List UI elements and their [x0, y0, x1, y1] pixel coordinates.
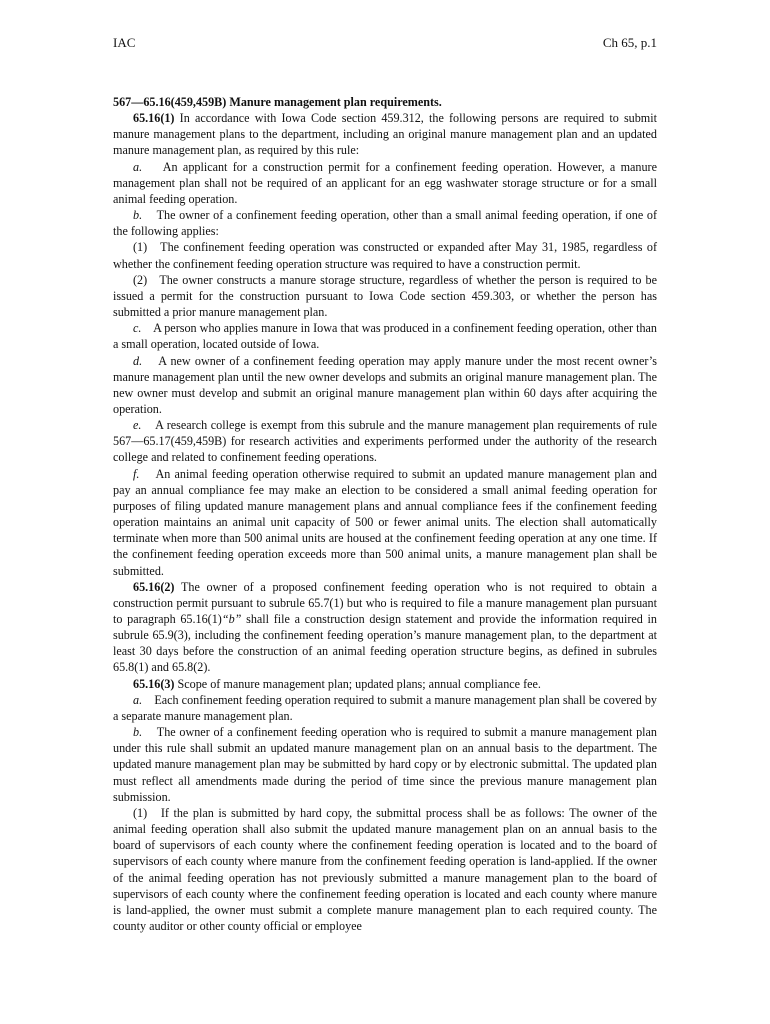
subrule-number: 65.16(3) — [133, 676, 175, 691]
paragraph-label: (1) — [133, 805, 148, 820]
paragraph-a: a. An applicant for a construction permit for a confinement feeding operation. However, a manure management plan shall not be required of an applicant for an egg washwater storage structure or for a small animal feeding operation. — [113, 159, 657, 206]
paragraph-e: e. A research college is exempt from this subrule and the manure management plan requirements of rule 567—65.17(459,459B) for research activities and experiments performed under the authority of the research college and related to confinement feeding operations. — [113, 418, 657, 465]
running-header-left: IAC — [113, 35, 136, 50]
rule-number: 567—65.16(459,459B) — [113, 95, 227, 109]
rule-title: Manure management plan requirements. — [229, 95, 442, 109]
paragraph-label: c. — [133, 321, 142, 336]
paragraph-b: b. The owner of a confinement feeding operation who is required to submit a manure management plan under this rule shall submit an updated manure management plan on an annual basis to the department. The updated manure management plan may be submitted by hard copy or by electronic submittal. The updated plan must reflect all amendments made during the period of time since the previous manure management plan submission. — [113, 725, 657, 804]
paragraph-c: c. A person who applies manure in Iowa that was produced in a confinement feeding operation, other than a small operation, located outside of Iowa. — [113, 321, 657, 352]
subrule-65-16-1: 65.16(1) In accordance with Iowa Code section 459.312, the following persons are required to submit manure management plans to the department, including an original manure management plan and an updated manure management plan, as required by this rule: — [113, 111, 657, 158]
paragraph-f: f. An animal feeding operation otherwise required to submit an updated manure management plan and pay an annual compliance fee may make an election to be considered a small animal feeding operation for purposes of filing updated manure management plans and annual compliance fees if the confinement feeding operation maintains an animal unit capacity of 500 or fewer animal units. The election shall automatically terminate when more than 500 animal units are housed at the confinement feeding operation at any one time. If the confinement feeding operation exceeds more than 500 animal units, a manure management plan shall be submitted. — [113, 466, 657, 578]
rule-heading — [113, 94, 657, 110]
subrule-65-16-3: 65.16(3) Scope of manure management plan; updated plans; annual compliance fee. — [133, 676, 541, 691]
subrule-number: 65.16(1) — [133, 111, 175, 126]
paragraph-label: e. — [133, 418, 142, 433]
subparagraph-1: (1) The confinement feeding operation was constructed or expanded after May 31, 1985, regardless of whether the confinement feeding operation structure was required to have a construction permit. — [113, 240, 658, 271]
paragraph-label: (1) — [133, 240, 148, 255]
subparagraph-1: (1) If the plan is submitted by hard copy, the submittal process shall be as follows: The owner of the animal feeding operation shall also submit the updated manure management plan on an annual basis to the board of supervisors of each county where the confinement feeding operation is located and to the board of supervisors of each county where manure from the confinement feeding operation is land-applied. If the owner of the animal feeding operation has not previously submitted a manure management plan to the board of supervisors of each county where the confinement feeding operation is located and each county where manure is land-applied, the owner must submit a complete manure management plan to each required county. The county auditor or other county official or employee — [113, 805, 657, 933]
subparagraph-2: (2) The owner constructs a manure storage structure, regardless of whether the person is required to be issued a permit for the construction pursuant to Iowa Code section 459.303, or whether the person has submitted a prior manure management plan. — [113, 272, 658, 320]
subrule-65-16-2: 65.16(2) The owner of a proposed confinement feeding operation who is not required to obtain a construction permit pursuant to subrule 65.7(1) but who is required to file a manure management plan pursuant to paragraph 65.16(1)“b” shall file a construction design statement and provide the information required in subrule 65.9(3), including the confinement feeding operation’s manure management plan, to the department at least 30 days before the construction of an animal feeding operation structure begins, as defined in subrules 65.8(1) and 65.8(2). — [113, 579, 657, 675]
document-body — [113, 94, 657, 934]
paragraph-label: a. — [133, 159, 143, 174]
paragraph-label: b. — [133, 208, 143, 223]
paragraph-b: b. The owner of a confinement feeding operation, other than a small animal feeding operation, if one of the following applies: — [113, 208, 657, 239]
paragraph-label: a. — [133, 692, 143, 707]
paragraph-label: b. — [133, 725, 143, 740]
paragraph-a: a. Each confinement feeding operation required to submit a manure management plan shall be covered by a separate manure management plan. — [113, 692, 658, 723]
paragraph-d: d. A new owner of a confinement feeding operation may apply manure under the most recent owner’s manure management plan until the new owner develops and submits an original manure management plan. The new owner must develop and submit an original manure management plan within 60 days after acquiring the operation. — [113, 353, 657, 416]
paragraph-label: (2) — [133, 272, 148, 287]
paragraph-label: d. — [133, 353, 143, 368]
subrule-number: 65.16(2) — [133, 579, 175, 594]
paragraph-label: f. — [133, 466, 140, 481]
running-header-page: Ch 65, p.1 — [602, 35, 657, 50]
